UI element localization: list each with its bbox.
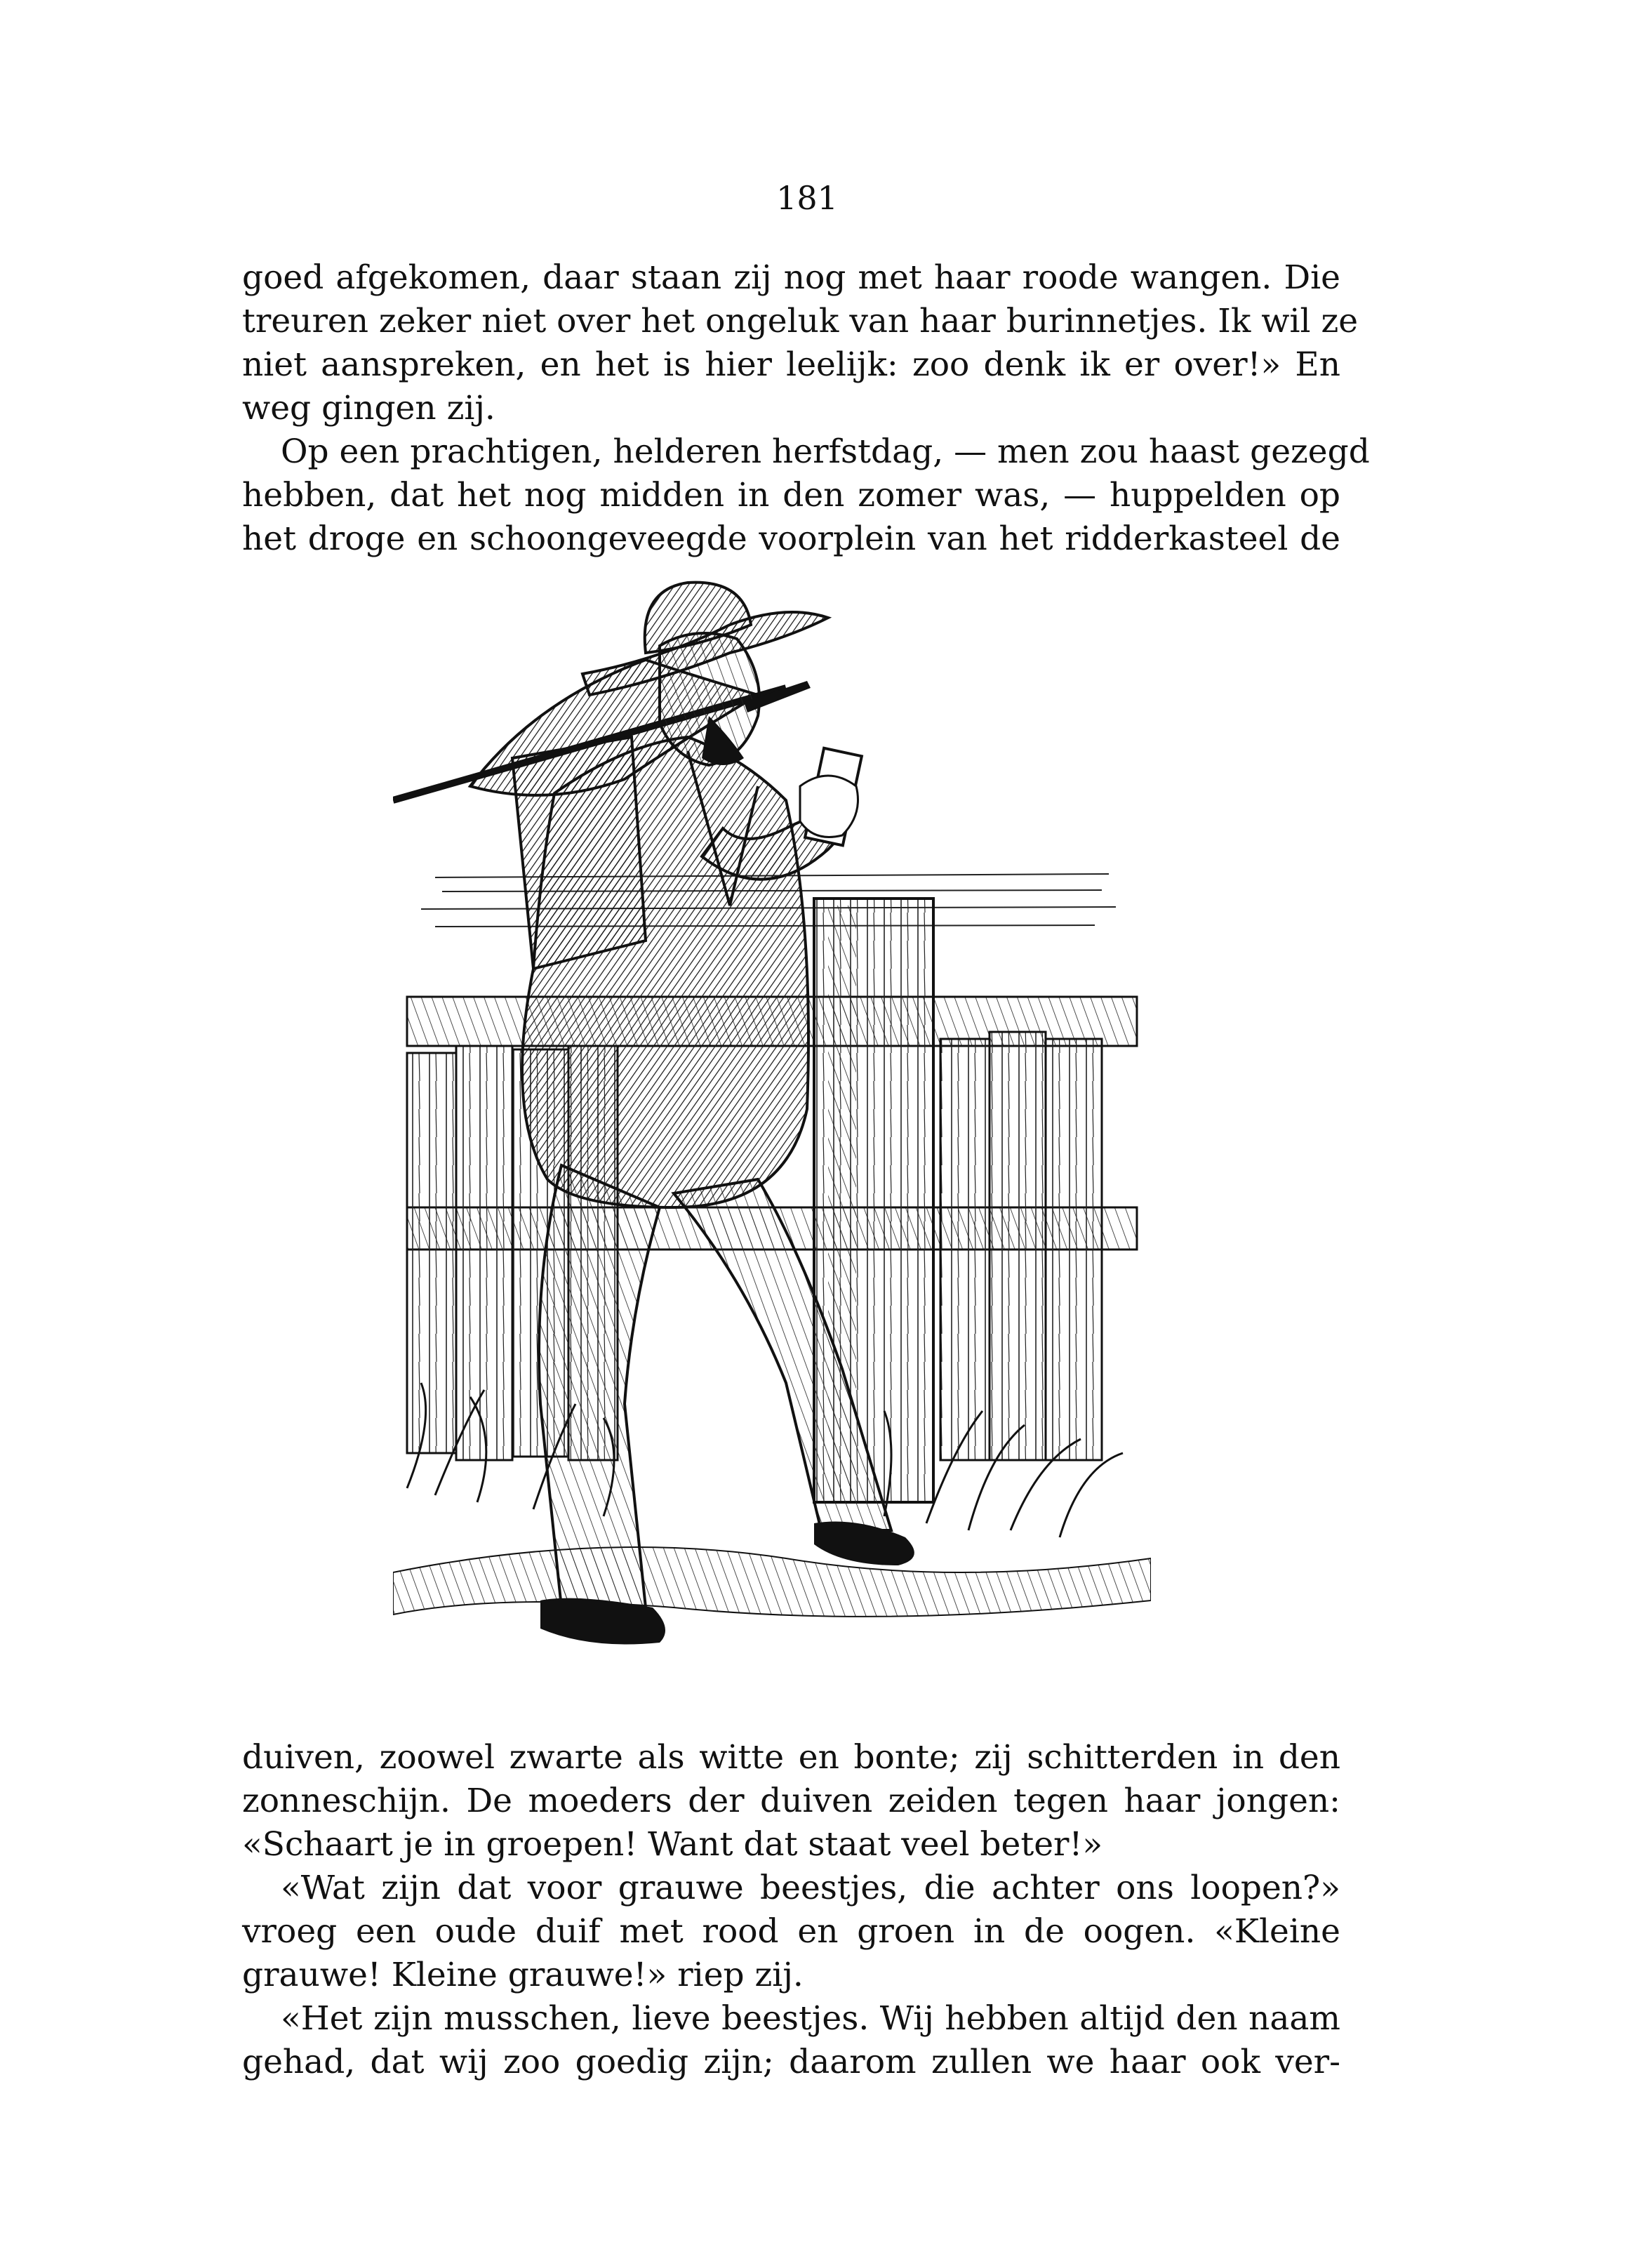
- text-line: duiven, zoowel zwarte als witte en bonte; zij schitterden in den: [242, 1738, 1340, 1777]
- text-line: zonneschijn. De moeders der duiven zeiden tegen haar jongen:: [242, 1782, 1340, 1820]
- text-line: het droge en schoongeveegde voorplein van het ridderkasteel de: [242, 519, 1340, 558]
- text-line: grauwe! Kleine grauwe!» riep zij.: [242, 1956, 804, 1994]
- paragraph-grauwe: [242, 1867, 1340, 1997]
- paragraph-musschen: [242, 1997, 1340, 2084]
- paragraph-continuation: [242, 256, 1359, 430]
- illustration: [393, 576, 1151, 1720]
- text-line: niet aanspreken, en het is hier leelijk: zoo denk ik er over!» En: [242, 345, 1340, 384]
- text-line: goed afgekomen, daar staan zij nog met haar roode wangen. Die: [242, 258, 1340, 297]
- paragraph-herfstdag: [242, 430, 1370, 561]
- text-line: vroeg een oude duif met rood en groen in de oogen. «Kleine: [242, 1912, 1340, 1951]
- paragraph-duiven: [242, 1736, 1340, 1867]
- engraving-man-with-umbrella-icon: [393, 576, 1151, 1720]
- text-line: Op een prachtigen, helderen herfstdag, — men zou haast gezegd: [281, 432, 1370, 471]
- text-line: «Wat zijn dat voor grauwe beestjes, die achter ons loopen?»: [281, 1869, 1340, 1907]
- text-line: hebben, dat het nog midden in den zomer was, — huppelden op: [242, 476, 1340, 515]
- text-line: «Schaart je in groepen! Want dat staat veel beter!»: [242, 1825, 1103, 1864]
- text-line: «Het zijn musschen, lieve beestjes. Wij hebben altijd den naam: [281, 1999, 1340, 2038]
- text-line: gehad, dat wij zoo goedig zijn; daarom zullen we haar ook ver-: [242, 2043, 1340, 2081]
- page-number: 181: [776, 179, 838, 217]
- text-line: weg gingen zij.: [242, 389, 495, 427]
- text-line: treuren zeker niet over het ongeluk van haar burinnetjes. Ik wil ze: [242, 302, 1359, 340]
